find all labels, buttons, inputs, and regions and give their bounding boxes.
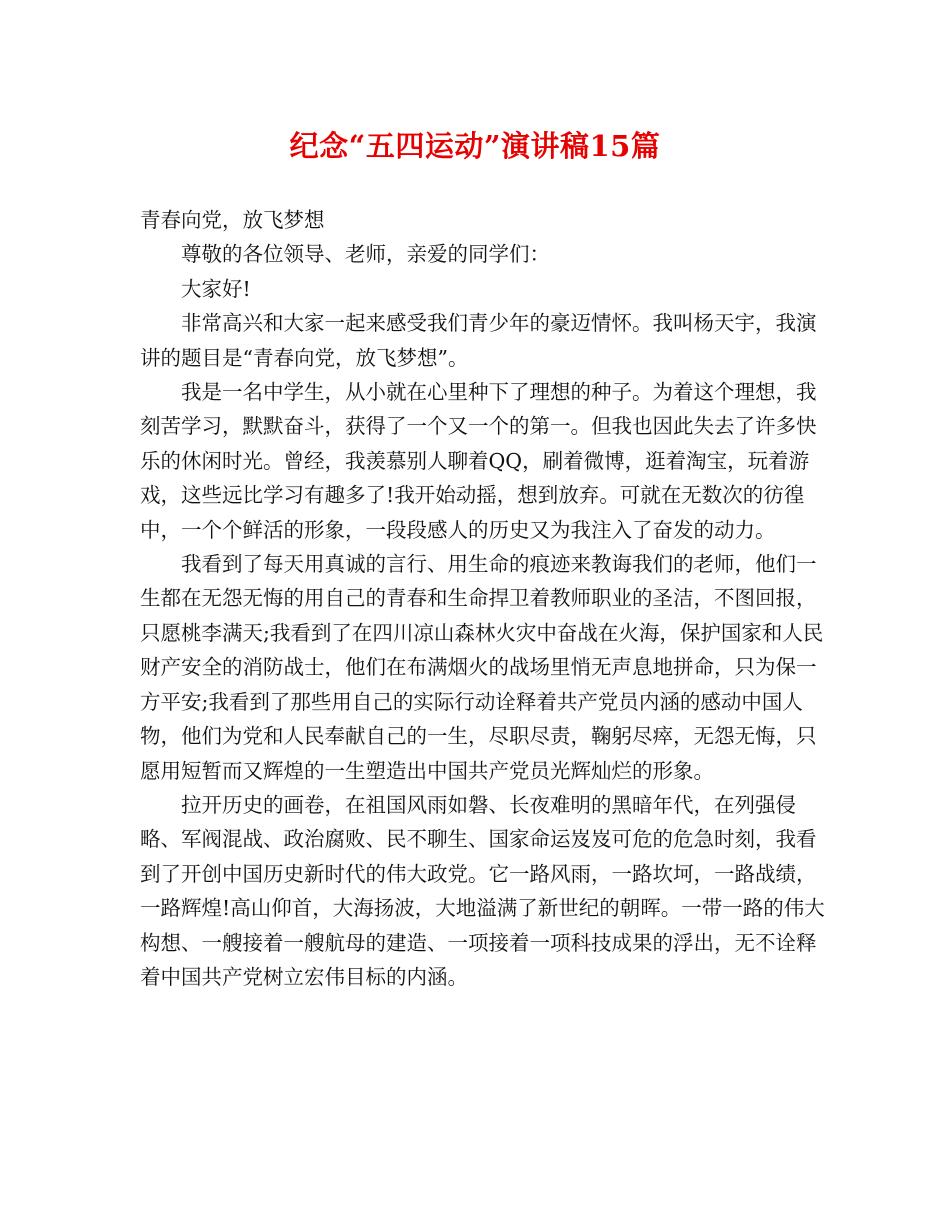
body-paragraph: 拉开历史的画卷，在祖国风雨如磐、长夜难明的黑暗年代，在列强侵略、军阀混战、政治腐败、民不聊生、国家命运岌岌可危的危急时刻，我看到了开创中国历史新时代的伟大政党。它一路风雨，一路坎坷，一路战绩，一路辉煌!高山仰首，大海扬波，大地溢满了新世纪的朝晖。一带一路的伟大构想、一艘接着一艘航母的建造、一项接着一项科技成果的浮出，无不诠释着中国共产党树立宏伟目标的内涵。 (140, 792, 825, 989)
speech-greeting: 尊敬的各位领导、老师，亲爱的同学们： (181, 242, 550, 267)
speech-subtitle: 青春向党，放飞梦想 (140, 208, 325, 232)
body-paragraph: 我看到了每天用真诚的言行、用生命的痕迹来教诲我们的老师，他们一生都在无怨无悔的用自己的青春和生命捍卫着教师职业的圣洁，不图回报，只愿桃李满天;我看到了在四川凉山森林火灾中奋战在火海，保护国家和人民财产安全的消防战士，他们在布满烟火的战场里悄无声息地拼命，只为保一方平安;我看到了那些用自己的实际行动诠释着共产党员内涵的感动中国人物，他们为党和人民奉献自己的一生，尽职尽责，鞠躬尽瘁，无怨无悔，只愿用短暂而又辉煌的一生塑造出中国共产党员光辉灿烂的形象。 (140, 552, 824, 783)
speech-hello: 大家好! (181, 276, 251, 301)
body-paragraph: 非常高兴和大家一起来感受我们青少年的豪迈情怀。我叫杨天宇，我演讲的题目是“青春向党，放飞梦想”。 (140, 311, 817, 370)
document-title: 纪念“五四运动”演讲稿15篇 (289, 129, 661, 163)
document-body (140, 203, 830, 994)
body-paragraph: 我是一名中学生，从小就在心里种下了理想的种子。为着这个理想，我刻苦学习，默默奋斗，获得了一个又一个的第一。但我也因此失去了许多快乐的休闲时光。曾经，我羡慕别人聊着QQ，刷着微博，逛着淘宝，玩着游戏，这些远比学习有趣多了!我开始动摇，想到放弃。可就在无数次的彷徨中，一个个鲜活的形象，一段段感人的历史又为我注入了奋发的动力。 (140, 380, 817, 542)
